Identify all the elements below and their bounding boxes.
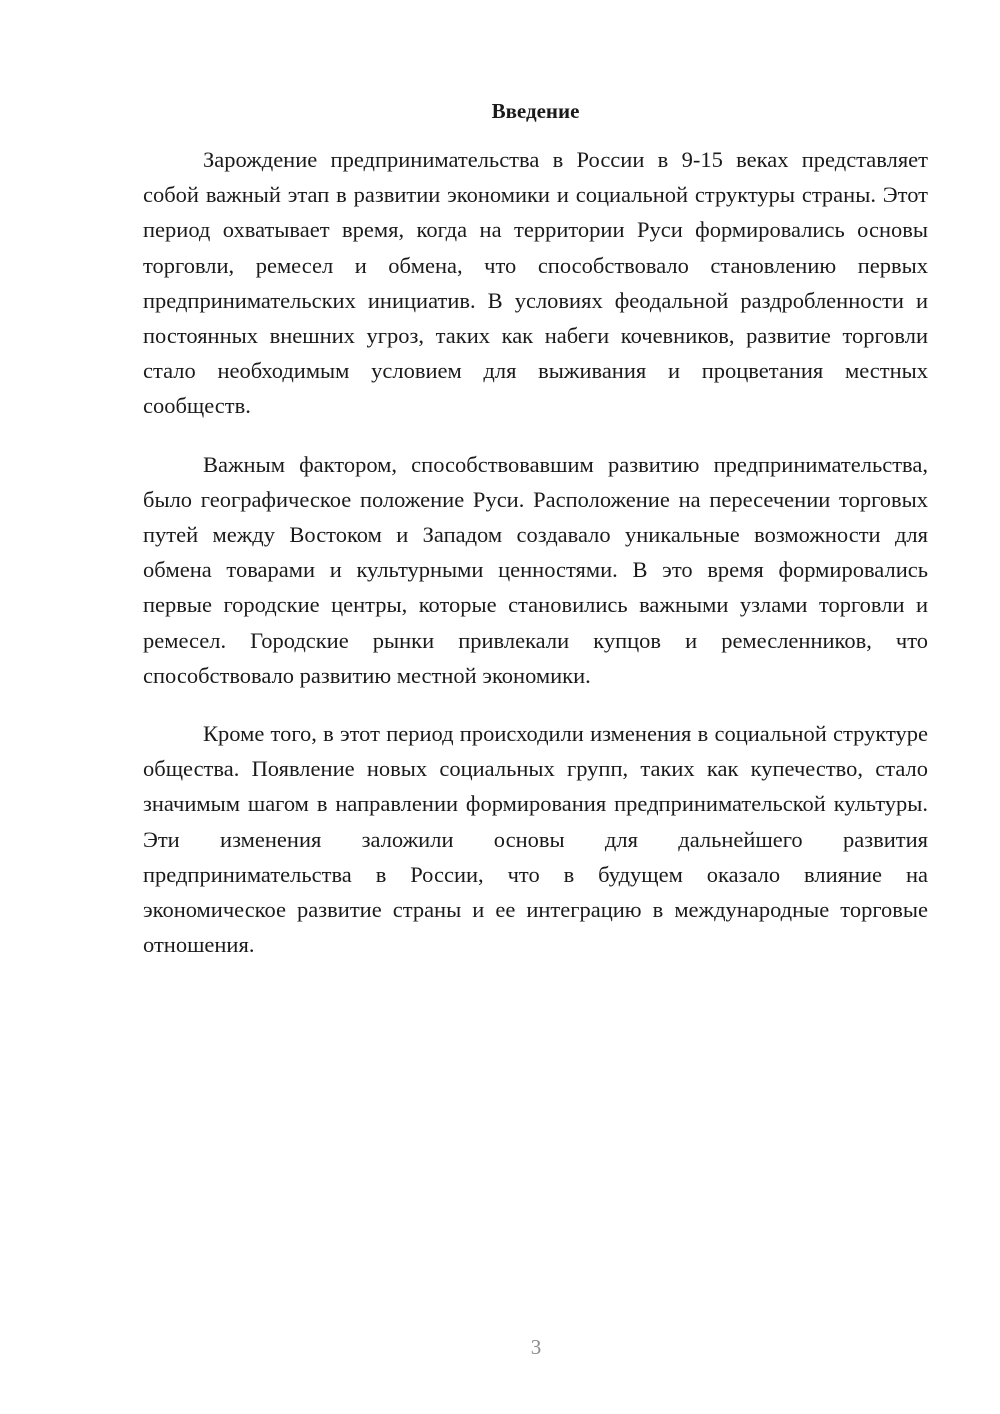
paragraph-1: Зарождение предпринимательства в России в 9-15 веках представляет собой важный этап в развитии экономики и социальной структуры страны. Этот период охватывает время, когда на территории Руси формировались основы торговли, ремесел и обмена, что способствовало становлению первых предпринимательских инициатив. В условиях феодальной раздробленности и постоянных внешних угроз, таких как набеги кочевников, развитие торговли стало необходимым условием для выживания и процветания местных сообществ. [143,147,928,419]
paragraph-2: Важным фактором, способствовавшим развитию предпринимательства, было географическое положение Руси. Расположение на пересечении торговых путей между Востоком и Западом создавало уникальные возможности для обмена товарами и культурными ценностями. В это время формировались первые городские центры, которые становились важными узлами торговли и ремесел. Городские рынки привлекали купцов и ремесленников, что способствовало развитию местной экономики. [143,451,928,688]
document-body [143,142,928,985]
section-heading: Введение [491,99,580,123]
paragraph-3: Кроме того, в этот период происходили изменения в социальной структуре общества. Появление новых социальных групп, таких как купечество, стало значимым шагом в направлении формирования предпринимательской культуры. Эти изменения заложили основы для дальнейшего развития предпринимательства в России, что в будущем оказало влияние на экономическое развитие страны и ее интеграцию в международные торговые отношения. [143,721,928,958]
page-number: 3 [530,1335,542,1359]
